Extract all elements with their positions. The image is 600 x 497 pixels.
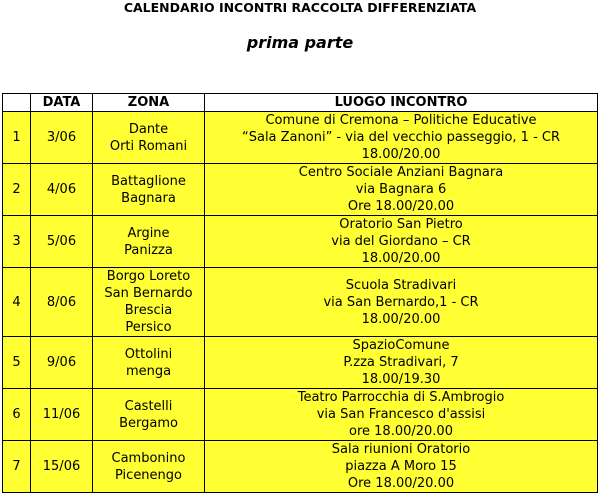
table-row: [3, 337, 598, 389]
zona-line: Panizza: [124, 242, 173, 258]
row-zona: [93, 389, 205, 441]
zona-line: Dante: [128, 121, 169, 137]
table-row: [3, 164, 598, 216]
row-date: 15/06: [31, 441, 93, 493]
row-date: 8/06: [31, 268, 93, 337]
table-row: [3, 112, 598, 164]
row-luogo: [205, 268, 598, 337]
luogo-line: Scuola Stradivari: [345, 277, 457, 293]
header-luogo: LUOGO INCONTRO: [205, 94, 598, 112]
zona-line: Ottolini: [124, 346, 173, 362]
luogo-line: SpazioComune: [352, 338, 450, 353]
document-subtitle: prima parte: [246, 33, 354, 52]
row-number: 6: [3, 389, 31, 441]
luogo-line: 18.00/19.30: [361, 372, 441, 387]
table-row: [3, 441, 598, 493]
row-zona: [93, 216, 205, 268]
luogo-line: P.zza Stradivari, 7: [343, 355, 459, 370]
row-date: 4/06: [31, 164, 93, 216]
table-row: [3, 216, 598, 268]
row-zona: [93, 112, 205, 164]
row-date: 11/06: [31, 389, 93, 441]
row-date: 5/06: [31, 216, 93, 268]
table-header-row: [3, 94, 598, 112]
luogo-line: Oratorio San Pietro: [339, 217, 463, 232]
table-row: [3, 268, 598, 337]
luogo-line: ore 18.00/20.00: [349, 424, 453, 439]
row-number: 3: [3, 216, 31, 268]
header-data: DATA: [31, 94, 93, 112]
zona-line: San Bernardo: [104, 286, 193, 301]
row-luogo: [205, 389, 598, 441]
zona-line: menga: [125, 363, 172, 379]
zona-line: Persico: [125, 320, 172, 335]
row-date: 9/06: [31, 337, 93, 389]
table-row: [3, 389, 598, 441]
luogo-line: Sala riunioni Oratorio: [331, 442, 471, 457]
header-number: [3, 94, 31, 112]
row-luogo: [205, 441, 598, 493]
zona-line: Bergamo: [119, 415, 178, 431]
luogo-line: via San Francesco d'assisi: [316, 407, 486, 422]
luogo-line: via San Bernardo,1 - CR: [323, 294, 479, 310]
row-number: 2: [3, 164, 31, 216]
row-zona: [93, 337, 205, 389]
row-luogo: [205, 216, 598, 268]
zona-line: Picenengo: [115, 467, 182, 483]
luogo-line: 18.00/20.00: [361, 147, 441, 162]
row-number: 4: [3, 268, 31, 337]
luogo-line: “Sala Zanoni” - via del vecchio passeggio, 1 - CR: [241, 130, 561, 145]
luogo-line: Ore 18.00/20.00: [347, 199, 455, 214]
meetings-table: [2, 93, 598, 493]
zona-line: Orti Romani: [109, 138, 188, 154]
row-zona: [93, 441, 205, 493]
row-zona: [93, 164, 205, 216]
zona-line: Argine: [127, 225, 170, 241]
luogo-line: via del Giordano – CR: [331, 234, 471, 249]
luogo-line: piazza A Moro 15: [345, 459, 457, 474]
luogo-line: Centro Sociale Anziani Bagnara: [298, 165, 504, 180]
luogo-line: via Bagnara 6: [355, 182, 447, 197]
luogo-line: Comune di Cremona – Politiche Educative: [265, 113, 537, 128]
row-number: 1: [3, 112, 31, 164]
row-date: 3/06: [31, 112, 93, 164]
row-luogo: [205, 112, 598, 164]
zona-line: Borgo Loreto: [106, 269, 191, 284]
header-zona: ZONA: [93, 94, 205, 112]
luogo-line: 18.00/20.00: [361, 251, 441, 266]
document-title: CALENDARIO INCONTRI RACCOLTA DIFFERENZIATA: [123, 0, 477, 15]
row-luogo: [205, 337, 598, 389]
zona-line: Castelli: [124, 398, 173, 414]
row-zona: [93, 268, 205, 337]
luogo-line: Teatro Parrocchia di S.Ambrogio: [297, 390, 505, 405]
luogo-line: Ore 18.00/20.00: [347, 476, 455, 491]
row-luogo: [205, 164, 598, 216]
zona-line: Bagnara: [121, 190, 176, 206]
zona-line: Brescia: [124, 303, 173, 318]
row-number: 7: [3, 441, 31, 493]
zona-line: Cambonino: [111, 450, 186, 466]
zona-line: Battaglione: [111, 173, 186, 189]
row-number: 5: [3, 337, 31, 389]
luogo-line: 18.00/20.00: [361, 311, 441, 327]
